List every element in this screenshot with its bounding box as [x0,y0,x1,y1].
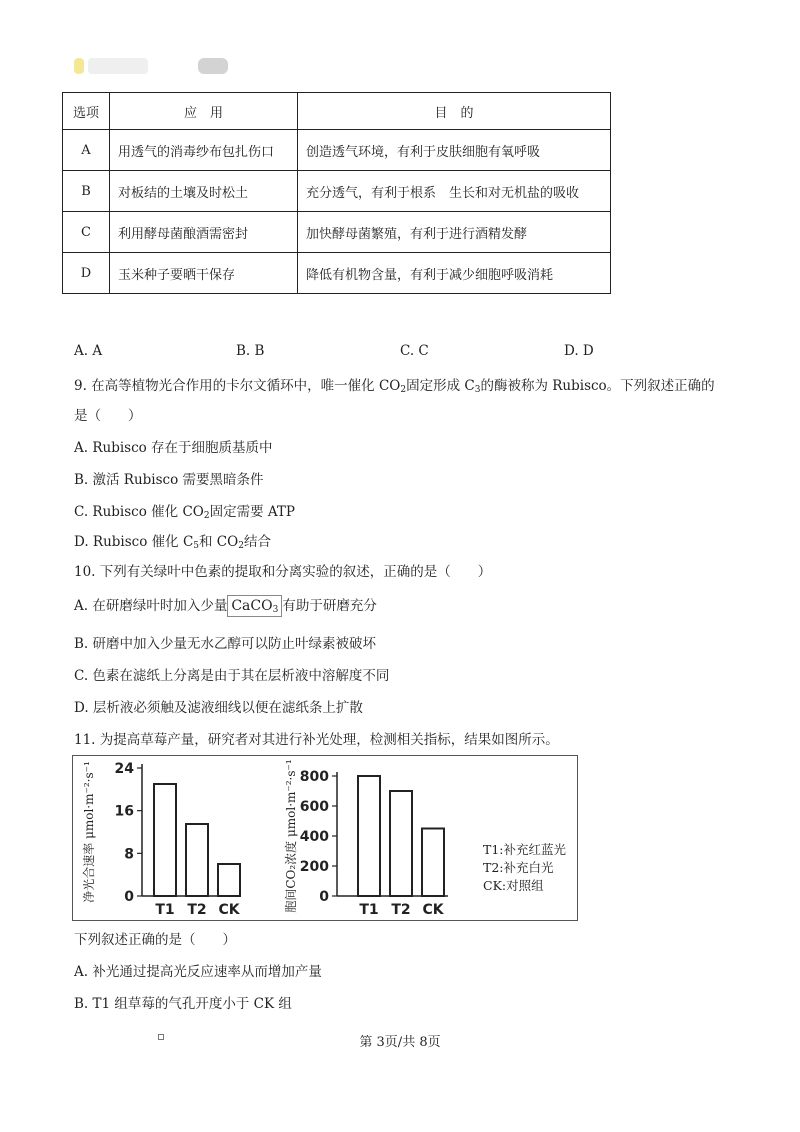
q8-choice-b: B. B [236,343,265,359]
q10-option-a [74,594,377,615]
q8-choice-a: A. A [74,343,103,359]
subscript: 3 [474,385,481,395]
cell-application: 用透气的消毒纱布包扎伤口 [110,130,298,171]
legend-ck: CK:对照组 [483,878,544,893]
formula: CaCO [231,598,273,614]
q9-stem-text: 固定形成 C [406,378,475,394]
subscript: 2 [238,541,244,551]
q11-option-b: B. T1 组草莓的气孔开度小于 CK 组 [74,996,292,1012]
y-axis-label: 净光合速率 μmol·m⁻²·s⁻¹ [82,761,96,903]
header-purpose: 目 的 [298,93,611,130]
y-axis-label: 胞间CO₂浓度 μmol·m⁻²·s⁻¹ [284,759,298,913]
q9-option-d [74,530,271,551]
x-tick-label: T2 [187,902,207,918]
y-tick-label: 400 [299,829,329,845]
options-table [62,92,611,294]
q10-option-b: B. 研磨中加入少量无水乙醇可以防止叶绿素被破坏 [74,636,377,652]
cell-purpose: 创造透气环境，有利于皮肤细胞有氧呼吸 [298,130,611,171]
q11-followup: 下列叙述正确的是（ ） [74,932,236,948]
bar-ck [218,864,240,896]
bar-t2 [390,791,412,896]
q11-figure [72,755,578,921]
scan-artifact [88,58,148,74]
q10-option-c: C. 色素在滤纸上分离是由于其在层析液中溶解度不同 [74,668,390,684]
y-tick-label: 800 [299,769,329,785]
q9-stem-line2: 是（ ） [74,408,142,424]
cell-option: C [63,212,110,253]
y-tick-label: 0 [124,889,134,905]
subscript: 5 [193,541,200,551]
q9-option-c-text: C. Rubisco 催化 CO [74,504,204,520]
q11-stem: 11. 为提高草莓产量，研究者对其进行补光处理，检测相关指标，结果如图所示。 [74,732,559,748]
x-tick-label: CK [422,902,444,918]
cell-option: B [63,171,110,212]
q10-option-a-text: 有助于研磨充分 [282,598,377,614]
table-row [63,212,611,253]
table-row [63,171,611,212]
y-tick-label: 24 [114,761,134,777]
formula-box [227,595,282,617]
x-tick-label: CK [218,902,240,918]
bar-t1 [154,784,176,896]
subscript: 2 [203,511,210,521]
bar-t1 [358,776,380,896]
q10-option-d: D. 层析液必须触及滤液细线以便在滤纸条上扩散 [74,700,363,716]
x-tick-label: T2 [391,902,411,918]
x-tick-label: T1 [155,902,175,918]
cell-purpose: 降低有机物含量，有利于减少细胞呼吸消耗 [298,253,611,294]
scan-artifact [74,58,84,74]
subscript: 2 [400,385,407,395]
y-tick-label: 0 [319,889,329,905]
table-header-row [63,93,611,130]
cell-application: 对板结的土壤及时松土 [110,171,298,212]
q10-stem: 10. 下列有关绿叶中色素的提取和分离实验的叙述，正确的是（ ） [74,564,492,580]
y-tick-label: 600 [299,799,329,815]
y-tick-label: 16 [114,803,134,820]
cell-option: D [63,253,110,294]
cell-purpose: 充分透气，有利于根系 生长和对无机盐的吸收 [298,171,611,212]
q9-option-d-text: D. Rubisco 催化 C [74,534,194,550]
q9-option-d-text: 结合 [243,534,271,550]
q9-stem [74,374,715,395]
table-row [63,253,611,294]
legend-t1: T1:补充红蓝光 [483,842,567,857]
cell-purpose: 加快酵母菌繁殖，有利于进行酒精发酵 [298,212,611,253]
q9-stem-text: 的酶被称为 Rubisco。下列叙述正确的 [480,378,715,394]
cell-option: A [63,130,110,171]
y-tick-label: 8 [124,846,134,863]
q9-option-c [74,500,295,521]
legend-t2: T2:补充白光 [483,860,554,875]
q8-choice-c: C. C [400,343,429,359]
q9-option-c-text: 固定需要 ATP [209,504,295,520]
q9-option-a: A. Rubisco 存在于细胞质基质中 [74,440,273,456]
bar-ck [422,829,444,897]
q9-option-b: B. 激活 Rubisco 需要黑暗条件 [74,472,264,488]
q10-option-a-text: A. 在研磨绿叶时加入少量 [74,598,228,614]
q8-choice-d: D. D [564,343,594,359]
bar-t2 [186,824,208,896]
scan-artifact [198,58,228,74]
q9-option-d-text: 和 CO [199,534,239,550]
table-row [63,130,611,171]
q9-stem-text: 9. 在高等植物光合作用的卡尔文循环中，唯一催化 CO [74,378,401,394]
header-option: 选项 [63,93,110,130]
cell-application: 玉米种子要晒干保存 [110,253,298,294]
cell-application: 利用酵母菌酿酒需密封 [110,212,298,253]
page-footer: 第 3页/共 8页 [359,1035,441,1050]
x-tick-label: T1 [359,902,379,918]
subscript: 3 [272,605,279,615]
y-tick-label: 200 [299,859,329,875]
header-application: 应 用 [110,93,298,130]
bar-charts [73,756,577,920]
q11-option-a: A. 补光通过提高光反应速率从而增加产量 [74,964,322,980]
